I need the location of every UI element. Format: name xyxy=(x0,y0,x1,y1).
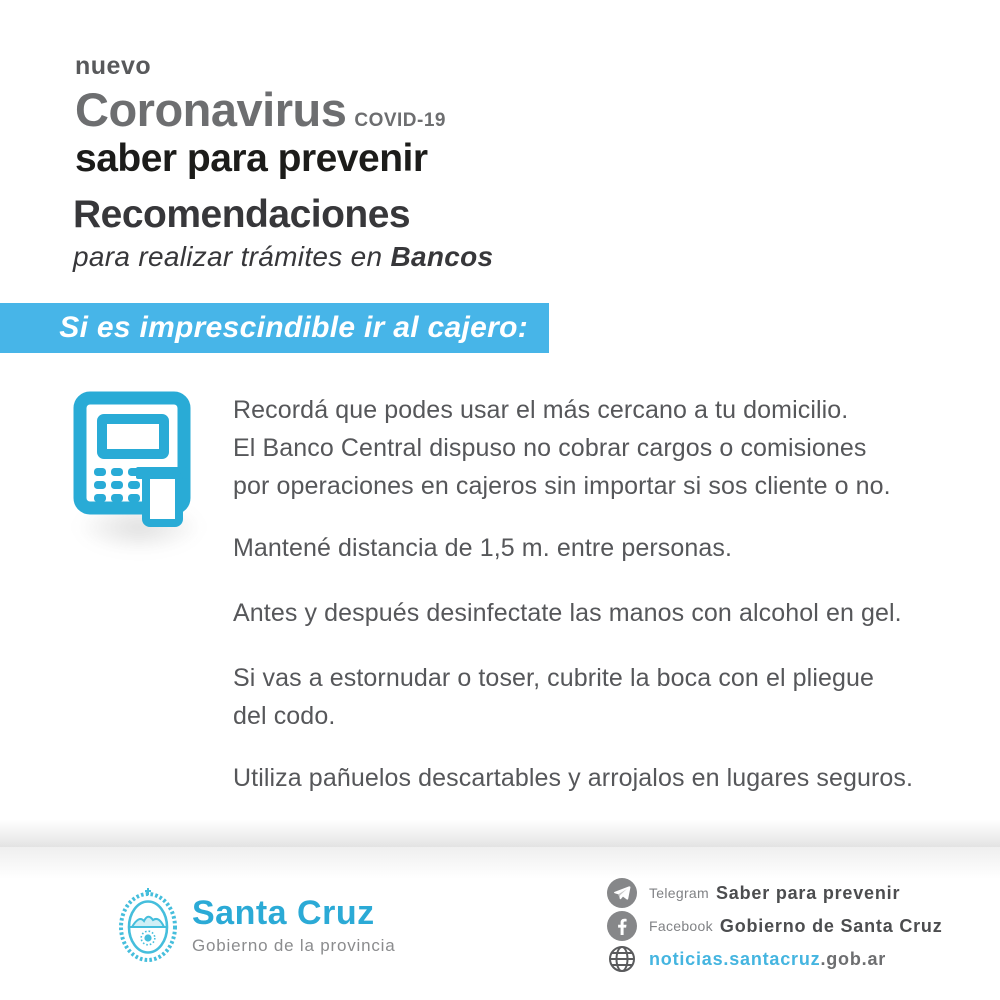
tip-line: El Banco Central dispuso no cobrar cargos o comisiones xyxy=(233,434,867,462)
gov-tagline: Gobierno de la provincia xyxy=(192,936,396,955)
website-link[interactable] xyxy=(607,944,943,974)
telegram-account-name: Saber para prevenir xyxy=(715,882,901,903)
tip-distance xyxy=(233,529,732,567)
tip-atm-nearest xyxy=(233,391,891,505)
brand-header xyxy=(75,52,446,181)
tip-tissues xyxy=(233,759,913,797)
brand-subtitle: saber para prevenir xyxy=(75,137,428,180)
telegram-icon xyxy=(607,878,637,908)
atm-icon xyxy=(72,390,194,530)
tip-line: Antes y después desinfectate las manos con alcohol en gel. xyxy=(233,599,902,627)
tip-alcohol-gel xyxy=(233,594,902,632)
facebook-link[interactable] xyxy=(607,911,943,941)
tip-line: Mantené distancia de 1,5 m. entre personas. xyxy=(233,534,733,562)
banner-text: Si es imprescindible ir al cajero: xyxy=(59,311,528,344)
brand-title: Coronavirus xyxy=(75,83,347,136)
footer-divider-shadow xyxy=(0,820,1000,847)
atm-illustration xyxy=(72,390,202,535)
section-banner xyxy=(0,303,549,353)
website-url-rest: .gob.ar xyxy=(820,948,887,969)
covid-tag: COVID-19 xyxy=(354,110,446,131)
subtitle-bold: Bancos xyxy=(390,241,494,272)
facebook-network-label: Facebook xyxy=(649,918,713,934)
brand-kicker: nuevo xyxy=(75,52,152,80)
tip-line: por operaciones en cajeros sin importar si sos cliente o no. xyxy=(233,472,891,500)
globe-icon xyxy=(607,944,637,974)
tip-line: Si vas a estornudar o toser, cubrite la boca con el pliegue xyxy=(233,664,875,692)
social-links xyxy=(607,878,943,974)
tip-line: Utiliza pañuelos descartables y arrojalos en lugares seguros. xyxy=(233,764,914,792)
telegram-network-label: Telegram xyxy=(649,885,709,901)
gov-name: Santa Cruz xyxy=(192,894,375,932)
tip-line: del codo. xyxy=(233,702,336,730)
tip-line: Recordá que podes usar el más cercano a tu domicilio. xyxy=(233,396,849,424)
santa-cruz-logo xyxy=(117,886,395,964)
facebook-icon xyxy=(607,911,637,941)
footer xyxy=(0,860,1000,1000)
facebook-account-name: Gobierno de Santa Cruz xyxy=(719,915,943,936)
coat-of-arms-icon xyxy=(117,886,179,964)
page-subtitle xyxy=(73,241,493,273)
recommendations-heading xyxy=(73,193,493,273)
page-title: Recomendaciones xyxy=(73,193,411,236)
website-url-highlight: noticias.santacruz xyxy=(649,948,821,969)
tip-sneeze-elbow xyxy=(233,659,874,735)
subtitle-prefix: para realizar trámites en xyxy=(73,241,391,272)
telegram-link[interactable] xyxy=(607,878,943,908)
